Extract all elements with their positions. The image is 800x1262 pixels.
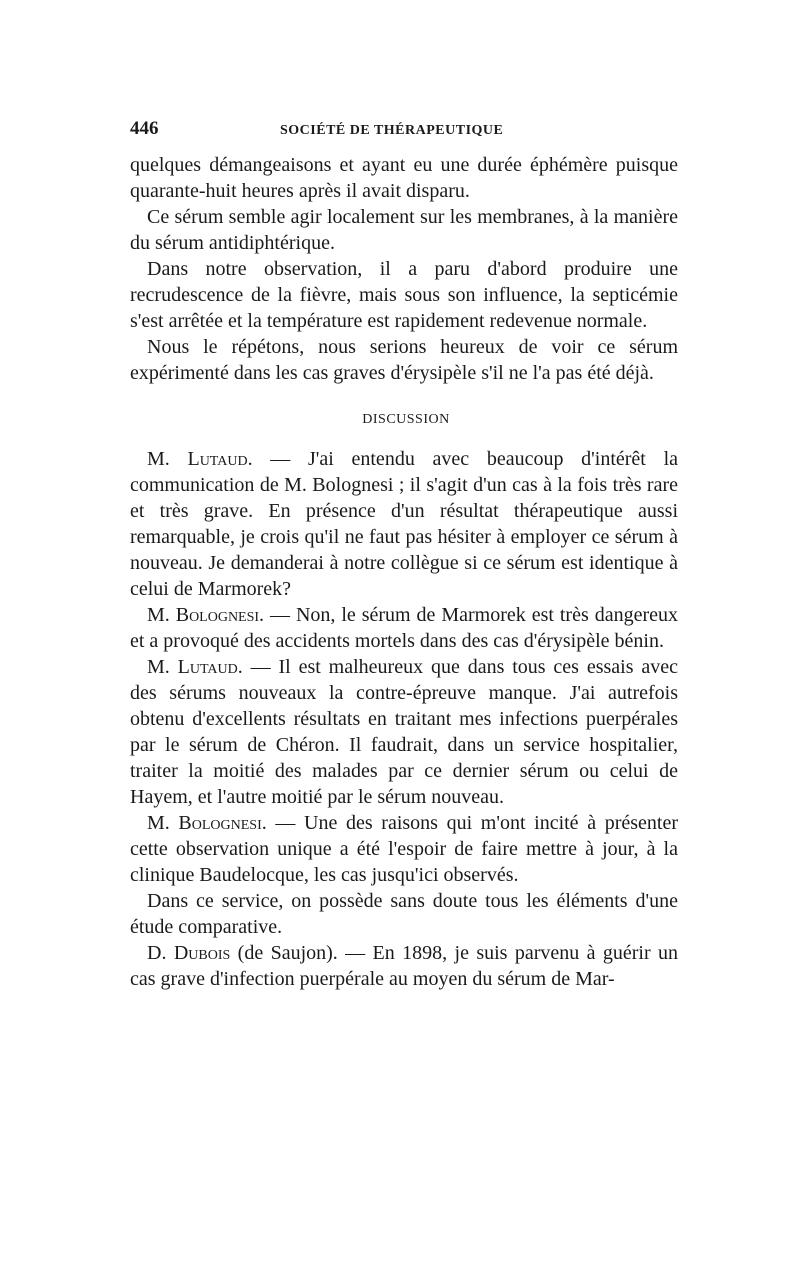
page xyxy=(130,118,678,992)
speech-text: — Une des raisons qui m'ont incité à présenter cette observation unique a été l'espoir de faire mettre à jour, à la clinique Baudelocque, les cas jusqu'ici observés. xyxy=(130,812,678,886)
running-head xyxy=(130,118,678,144)
speech-text: — J'ai entendu avec beaucoup d'intérêt la communication de M. Bolognesi ; il s'agit d'un cas à la fois très rare et très grave. En présence d'un résultat thérapeutique aussi remarquable, je crois qu'il ne faut pas hésiter à employer ce sérum à nouveau. Je demanderai à notre collègue si ce sérum est identique à celui de Marmorek? xyxy=(130,448,678,600)
discussion-paragraph xyxy=(130,602,678,654)
speaker-name: M. Lutaud. xyxy=(147,656,243,678)
paragraph: Ce sérum semble agir localement sur les membranes, à la manière du sérum antidiphtérique. xyxy=(130,206,678,254)
paragraph: Dans notre observation, il a paru d'abord produire une recrudescence de la fièvre, mais sous son influence, la septicémie s'est arrêtée et la température est rapidement redevenue normale. xyxy=(130,258,678,332)
speaker-name: M. Lutaud. xyxy=(147,448,253,470)
discussion-paragraph xyxy=(130,888,678,940)
section-heading: DISCUSSION xyxy=(362,412,450,427)
speech-text: (de Saujon). — En 1898, je suis parvenu à guérir un cas grave d'infection puerpérale au moyen du sérum de Mar- xyxy=(130,942,678,990)
discussion-paragraph xyxy=(130,654,678,810)
speech-text: — Non, le sérum de Marmorek est très dangereux et a provoqué des accidents mortels dans des cas d'érysipèle bénin. xyxy=(130,604,678,652)
paragraph: Nous le répétons, nous serions heureux de voir ce sérum expérimenté dans les cas graves d'érysipèle s'il ne l'a pas été déjà. xyxy=(130,336,678,384)
speaker-name: D. Dubois xyxy=(147,942,231,964)
running-title: SOCIÉTÉ DE THÉRAPEUTIQUE xyxy=(280,123,504,138)
speech-text: Dans ce service, on possède sans doute tous les éléments d'une étude comparative. xyxy=(130,890,678,938)
discussion-paragraph xyxy=(130,446,678,602)
page-number: 446 xyxy=(130,118,159,139)
speaker-name: M. Bolognesi. xyxy=(147,604,265,626)
discussion-paragraph xyxy=(130,940,678,992)
speech-text: — Il est malheureux que dans tous ces essais avec des sérums nouveaux la contre-épreuve manque. J'ai autrefois obtenu d'excellents résultats en traitant mes infections puerpérales par le sérum de Chéron. Il faudrait, dans un service hospitalier, traiter la moitié des malades par ce dernier sérum ou celui de Hayem, et l'autre moitié par le sérum nouveau. xyxy=(130,656,679,808)
discussion-paragraph xyxy=(130,810,678,888)
paragraph-continuation: quelques démangeaisons et ayant eu une durée éphémère puisque quarante-huit heures après il avait disparu. xyxy=(130,154,678,202)
speaker-name: M. Bolognesi. xyxy=(147,812,267,834)
